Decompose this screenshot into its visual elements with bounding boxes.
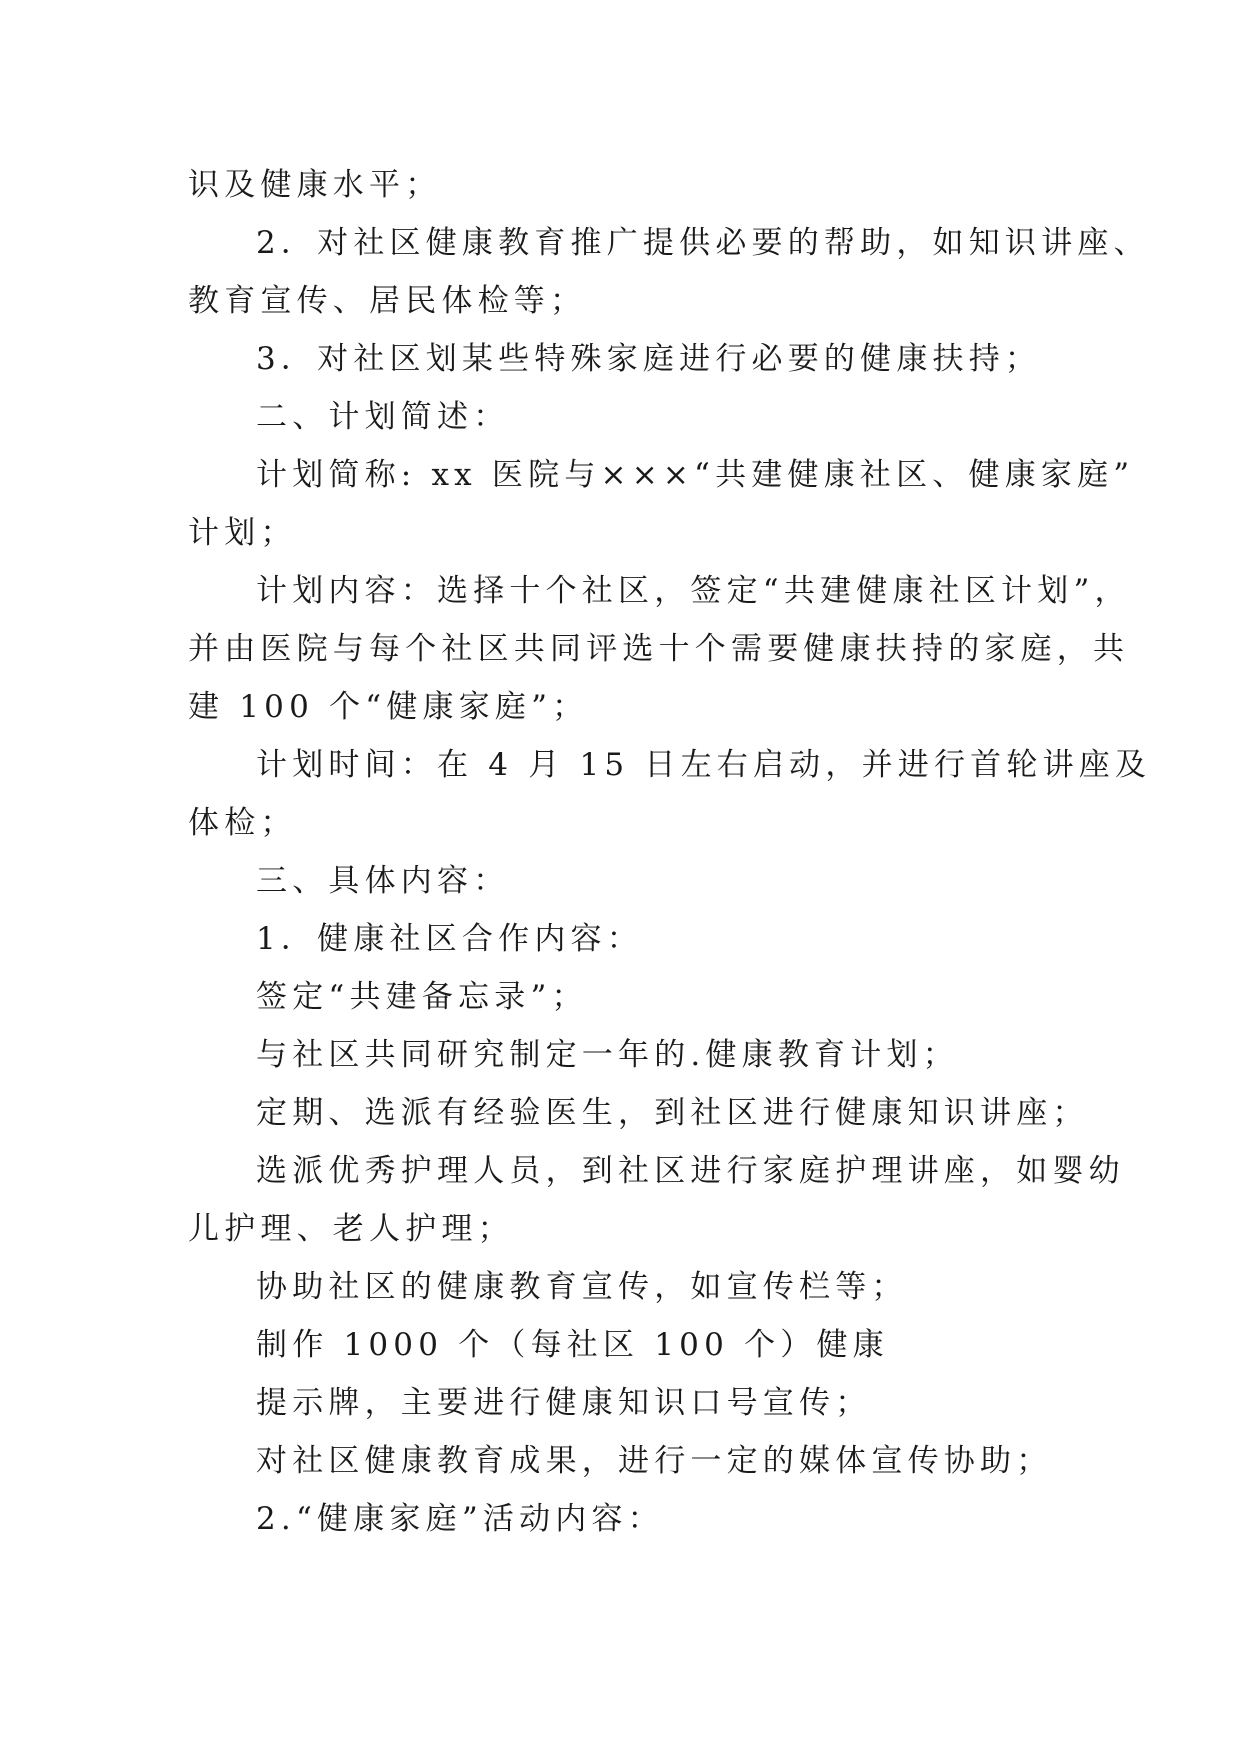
text-line-23: 对社区健康教育成果，进行一定的媒体宣传协助；: [256, 1443, 1053, 1479]
text-line-19: 儿护理、老人护理；: [188, 1211, 514, 1247]
text-line-1: 识及健康水平；: [188, 167, 442, 203]
text-line-14: 1．健康社区合作内容：: [256, 921, 643, 957]
text-line-7: 计划；: [188, 515, 297, 551]
text-line-24: 2.“健康家庭”活动内容：: [256, 1501, 664, 1537]
text-line-4: 3．对社区划某些特殊家庭进行必要的健康扶持；: [256, 341, 1042, 377]
text-line-10: 建 100 个“健康家庭”；: [188, 689, 589, 725]
text-line-16: 与社区共同研究制定一年的.健康教育计划；: [256, 1037, 959, 1073]
text-line-11: 计划时间：在 4 月 15 日左右启动，并进行首轮讲座及: [256, 747, 1152, 783]
text-line-2: 2．对社区健康教育推广提供必要的帮助，如知识讲座、: [256, 225, 1150, 261]
text-line-20: 协助社区的健康教育宣传，如宣传栏等；: [256, 1269, 908, 1305]
text-line-8: 计划内容：选择十个社区，签定“共建健康社区计划”，: [256, 573, 1131, 609]
text-line-9: 并由医院与每个社区共同评选十个需要健康扶持的家庭，共: [188, 631, 1130, 667]
text-line-18: 选派优秀护理人员，到社区进行家庭护理讲座，如婴幼: [256, 1153, 1125, 1189]
text-line-17: 定期、选派有经验医生，到社区进行健康知识讲座；: [256, 1095, 1089, 1131]
text-line-3: 教育宣传、居民体检等；: [188, 283, 587, 319]
section-heading-2: 二、计划简述：: [256, 399, 510, 435]
section-heading-3: 三、具体内容：: [256, 863, 510, 899]
text-line-6: 计划简称: xx 医院与×××“共建健康社区、健康家庭”: [256, 457, 1135, 493]
text-line-15: 签定“共建备忘录”；: [256, 979, 588, 1015]
text-line-21: 制作 1000 个（每社区 100 个）健康: [256, 1327, 889, 1363]
document-body: [188, 156, 1152, 1548]
text-line-12: 体检；: [188, 805, 297, 841]
text-line-22: 提示牌，主要进行健康知识口号宣传；: [256, 1385, 872, 1421]
